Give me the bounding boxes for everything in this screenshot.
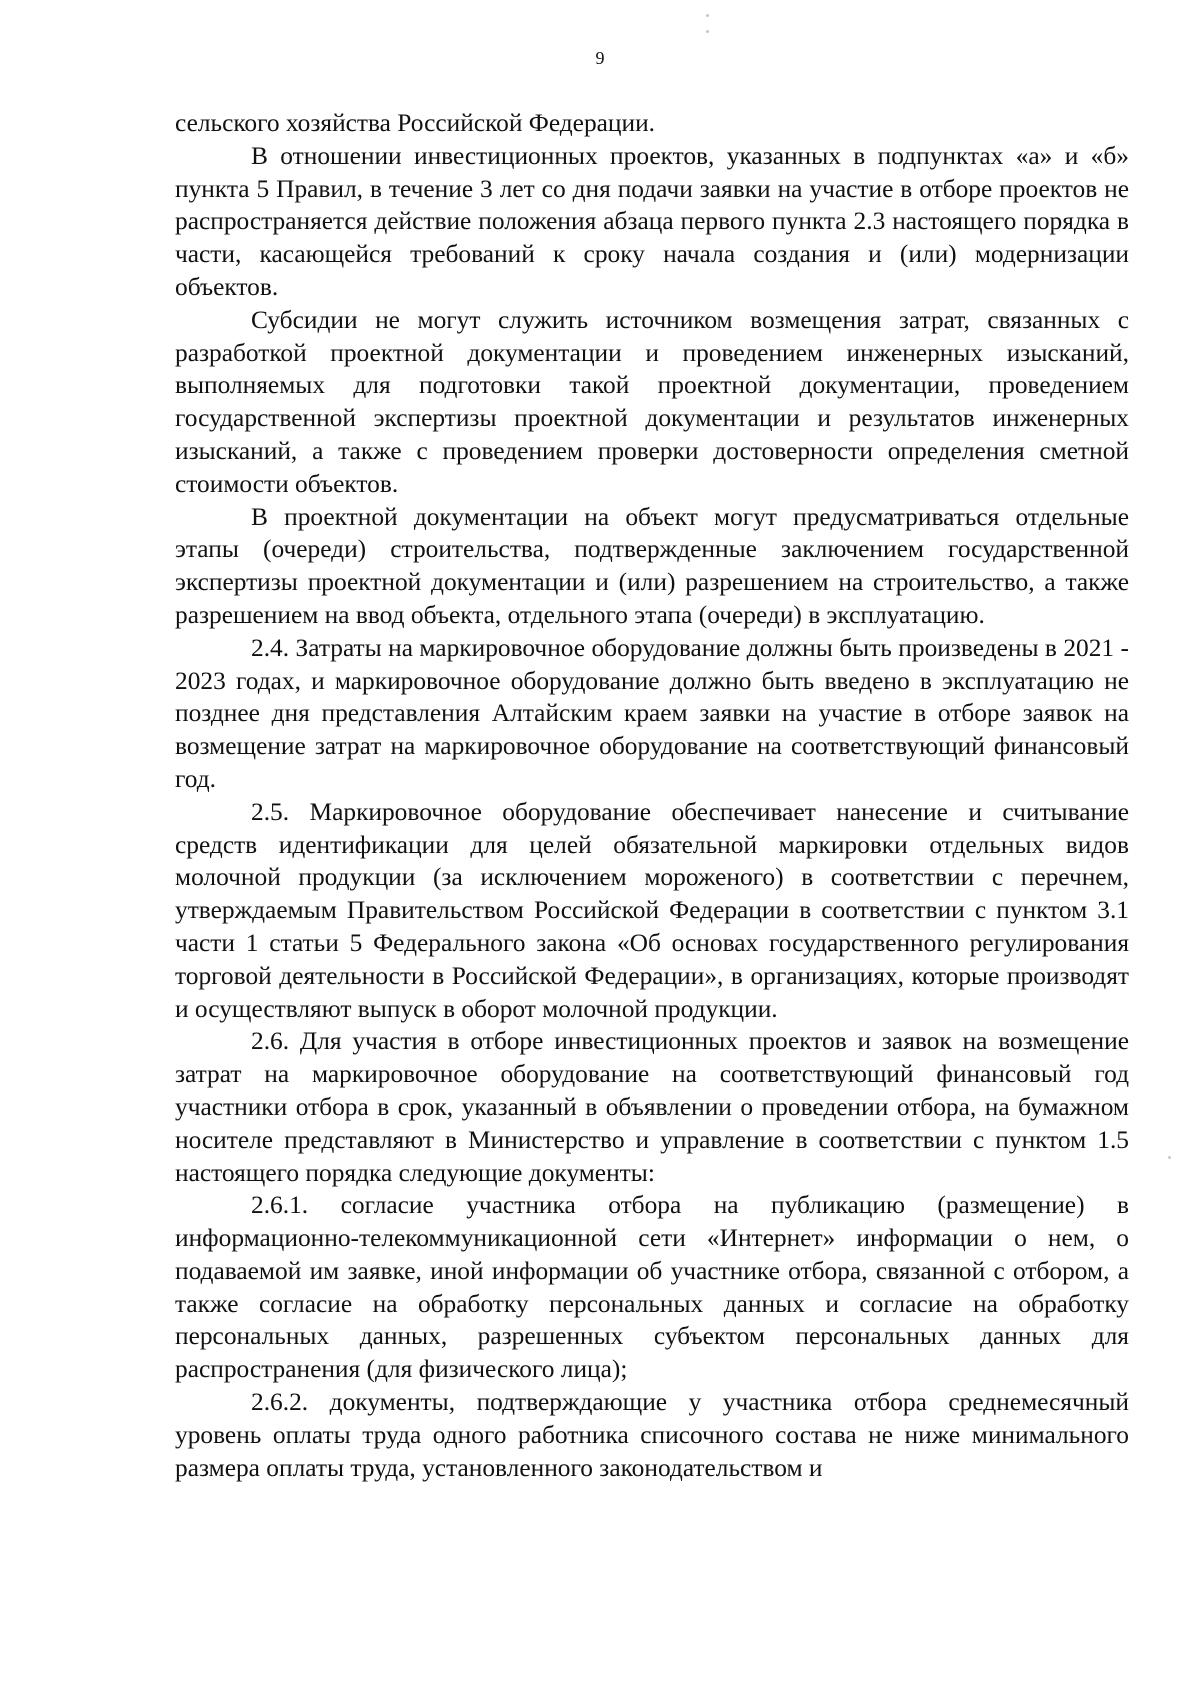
- paragraph-clause-2-4: 2.4. Затраты на маркировочное оборудование должны быть произведены в 2021 - 2023 годах, и маркировочное оборудование должно быть введено в эксплуатацию не позднее дня представления Алтайским краем заявки на участие в отборе заявок на возмещение затрат на маркировочное оборудование на соответствующий финансовый год.: [175, 633, 1129, 793]
- document-body: [175, 107, 1129, 1484]
- paragraph-clause-2-6-1: 2.6.1. согласие участника отбора на публикацию (размещение) в информационно-телекоммуникационной сети «Интернет» информации о нем, о подаваемой им заявке, иной информации об участнике отбора, связанной с отбором, а также согласие на обработку персональных данных и согласие на обработку персональных данных, разрешенных субъектом персональных данных для распространения (для физического лица);: [175, 1191, 1129, 1384]
- paragraph-clause-2-6: 2.6. Для участия в отборе инвестиционных проектов и заявок на возмещение затрат на маркировочное оборудование на соответствующий финансовый год участники отбора в срок, указанный в объявлении о проведении отбора, на бумажном носителе представляют в Министерство и управление в соответствии с пунктом 1.5 настоящего порядка следующие документы:: [175, 1027, 1129, 1187]
- scan-speck: [706, 14, 709, 17]
- paragraph-continuation: сельского хозяйства Российской Федерации.: [175, 109, 656, 137]
- paragraph-investment-projects-exemption: В отношении инвестиционных проектов, указанных в подпунктах «а» и «б» пункта 5 Правил, в течение 3 лет со дня подачи заявки на участие в отборе проектов не распространяется действие положения абзаца первого пункта 2.3 настоящего порядка в части, касающейся требований к сроку начала создания и (или) модернизации объектов.: [175, 141, 1129, 301]
- paragraph-construction-stages: В проектной документации на объект могут предусматриваться отдельные этапы (очереди) строительства, подтвержденные заключением государственной экспертизы проектной документации и (или) разрешением на строительство, а также разрешением на ввод объекта, отдельного этапа (очереди) в эксплуатацию.: [175, 502, 1129, 629]
- page-number: 9: [595, 48, 605, 68]
- paragraph-clause-2-6-2: 2.6.2. документы, подтверждающие у участника отбора среднемесячный уровень оплаты труда одного работника списочного состава не ниже минимального размера оплаты труда, установленного законодательством и: [175, 1388, 1129, 1482]
- scan-speck: [706, 30, 709, 33]
- scan-speck: [1168, 1156, 1171, 1159]
- paragraph-clause-2-5: 2.5. Маркировочное оборудование обеспечивает нанесение и считывание средств идентификации для целей обязательной маркировки отдельных видов молочной продукции (за исключением мороженого) в соответствии с перечнем, утверждаемым Правительством Российской Федерации в соответствии с пунктом 3.1 части 1 статьи 5 Федерального закона «Об основах государственного регулирования торговой деятельности в Российской Федерации», в организациях, которые производят и осуществляют выпуск в оборот молочной продукции.: [175, 797, 1129, 1023]
- paragraph-subsidy-restrictions: Субсидии не могут служить источником возмещения затрат, связанных с разработкой проектной документации и проведением инженерных изысканий, выполняемых для подготовки такой проектной документации, проведением государственной экспертизы проектной документации и результатов инженерных изысканий, а также с проведением проверки достоверности определения сметной стоимости объектов.: [175, 305, 1129, 498]
